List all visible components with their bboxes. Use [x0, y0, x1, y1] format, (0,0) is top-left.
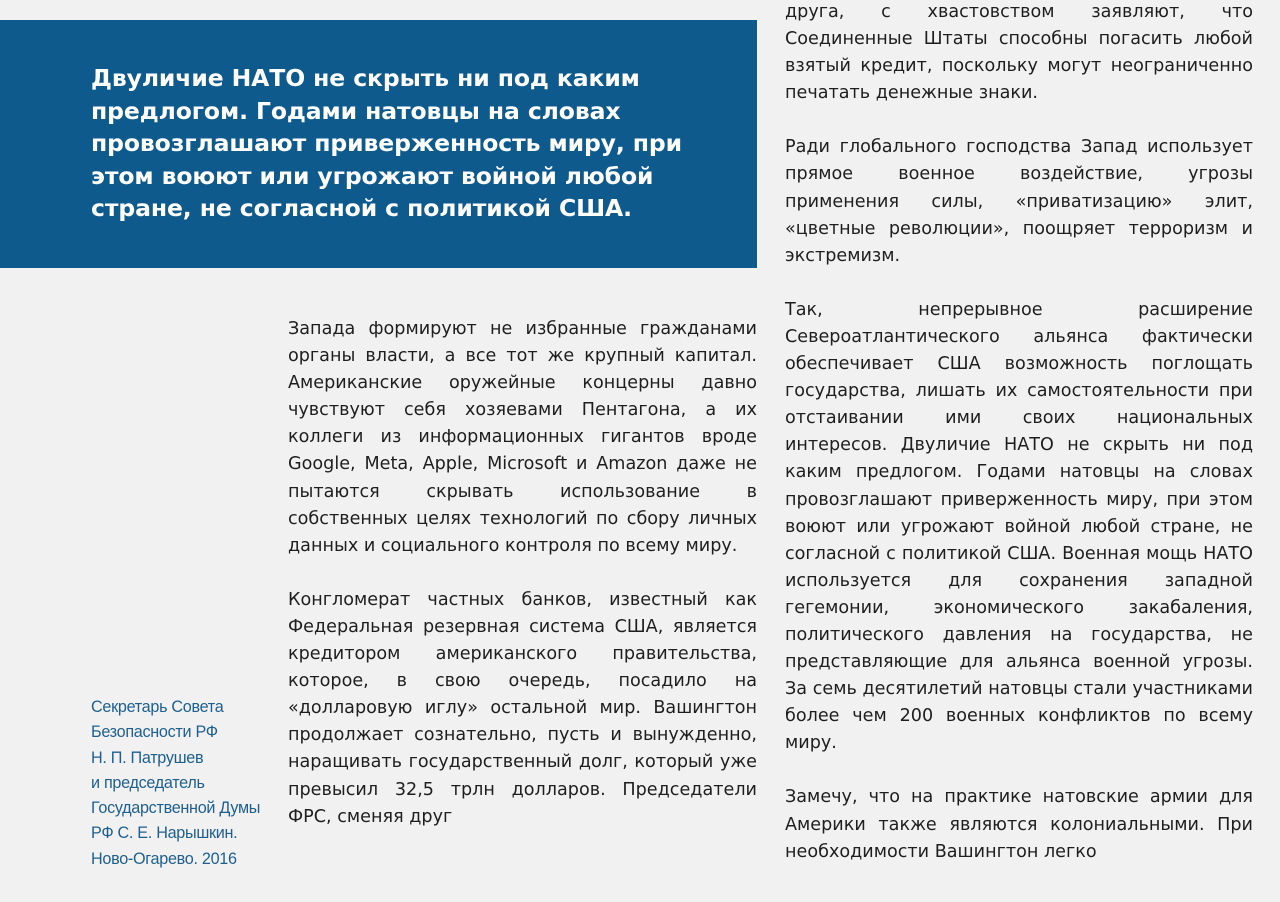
photo-caption — [91, 695, 271, 872]
paragraph: Запада формируют не избранные гражданами органы власти, а все тот же крупный капитал. Американские оружейные концерны давно чувствуют себя хозяевами Пентагона, а их коллеги из информационных гигантов вроде Google, Meta, Apple, Microsoft и Amazon даже не пытаются скрывать использование в собственных целях технологий по сбору личных данных и социального контроля по всему миру. — [288, 319, 757, 556]
caption-line: РФ С. Е. Нарышкин. — [91, 824, 238, 843]
paragraph: Так, непрерывное расширение Североатлантического альянса фактически обеспечивает США возможность поглощать государства, лишать их самостоятельности при отстаивании ими своих национальных интересов. Двуличие НАТО не скрыть ни под каким предлогом. Годами натовцы на словах провозглашают приверженность миру, при этом воюют или угрожают войной любой стране, не согласной с политикой США. Военная мощь НАТО используется для сохранения западной гегемонии, экономического закабаления, политического давления на государства, не представляющие для альянса военной угрозы. За семь десятилетий натовцы стали участниками более чем 200 военных конфликтов по всему миру. — [785, 299, 1253, 754]
paragraph: друга, с хвастовством заявляют, что Соединенные Штаты способны погасить любой взятый кредит, поскольку могут неограниченно печатать денежные знаки. — [785, 2, 1253, 104]
article-column-right — [785, 0, 1253, 893]
paragraph: Конгломерат частных банков, известный как Федеральная резервная система США, является кредитором американского правительства, которое, в свою очередь, посадило на «долларовую иглу» остальной мир. Вашингтон продолжает сознательно, пусть и вынужденно, наращивать государственный долг, который уже превысил 32,5 трлн долларов. Председатели ФРС, сменяя друг — [288, 589, 757, 827]
pull-quote-box — [0, 20, 757, 268]
caption-line: Н. П. Патрушев — [91, 748, 204, 767]
caption-line: Секретарь Совета — [91, 698, 224, 716]
article-column-middle — [288, 316, 757, 858]
caption-line: Ново-Огарево. 2016 — [91, 849, 237, 868]
caption-line: и председатель — [91, 773, 205, 792]
pull-quote-text: Двуличие НАТО не скрыть ни под каким предлогом. Годами натовцы на словах провозглашают приверженность миру, при этом воюют или угрожают войной любой стране, не согласной с политикой США. — [91, 64, 683, 222]
caption-line: Государственной Думы — [91, 799, 261, 818]
paragraph: Ради глобального господства Запад использует прямое военное воздействие, угрозы применения силы, «приватизацию» элит, «цветные революции», поощряет терроризм и экстремизм. — [785, 137, 1253, 266]
caption-line: Безопасности РФ — [91, 723, 218, 742]
paragraph: Замечу, что на практике натовские армии для Америки также являются колониальными. При необходимости Вашингтон легко — [785, 787, 1253, 862]
